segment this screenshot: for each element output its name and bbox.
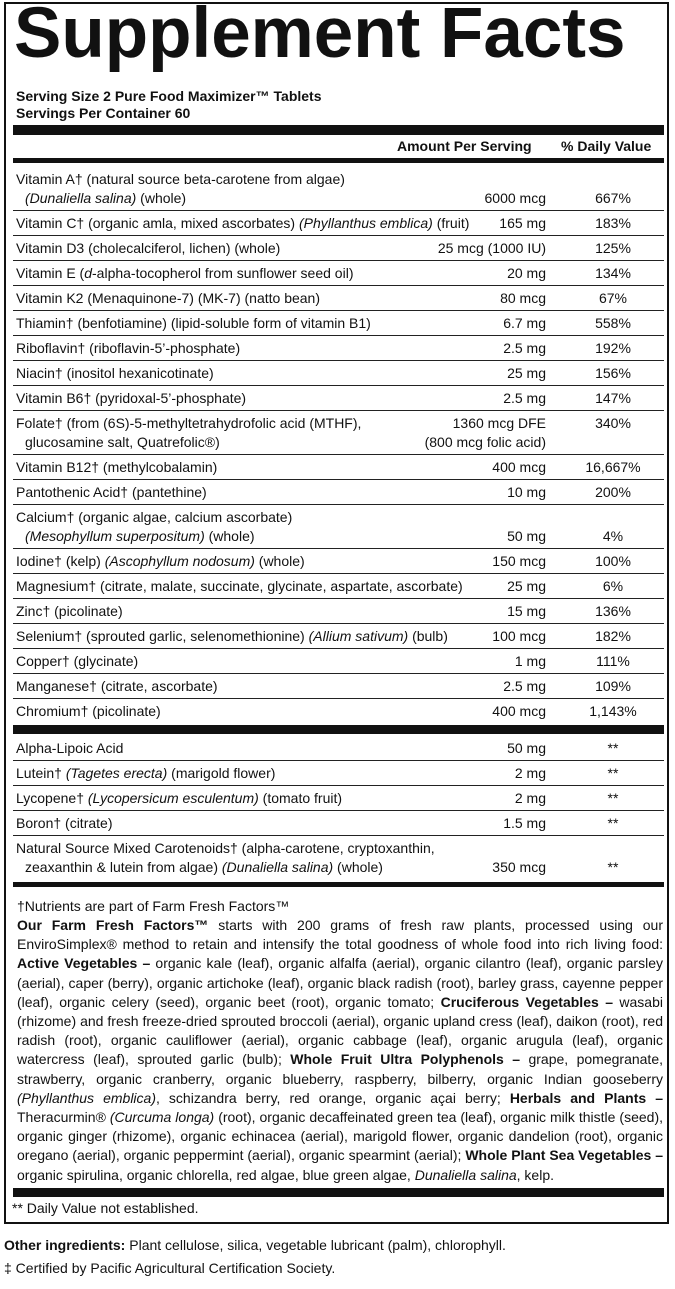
nutrient-amount: 100 mcg <box>492 628 546 644</box>
nutrient-amount: 80 mcg <box>500 290 546 306</box>
cruciferous-label: Cruciferous Vegetables – <box>440 993 613 1010</box>
nutrient-row <box>13 574 664 599</box>
bottom-divider <box>13 1188 664 1197</box>
nutrient-daily-value: ** <box>607 859 619 875</box>
nutrient-row <box>13 386 664 411</box>
nutrient-row <box>13 411 664 455</box>
nutrient-amount: 6.7 mg <box>503 315 546 331</box>
nutrient-name: Chromium† (picolinate) <box>16 703 161 719</box>
nutrient-amount: 10 mg <box>507 484 546 500</box>
nutrient-daily-value: 4% <box>602 528 624 544</box>
dagger-footnote: †Nutrients are part of Farm Fresh Factors™ <box>17 898 290 914</box>
nutrient-amount: 400 mcg <box>492 459 546 475</box>
serving-size: Serving Size 2 Pure Food Maximizer™ Tablets <box>16 88 322 104</box>
nutrient-amount: 25 mcg (1000 IU) <box>437 240 546 256</box>
nutrient-daily-value: 16,667% <box>585 459 641 475</box>
nutrient-name: Manganese† (citrate, ascorbate) <box>16 678 218 694</box>
nutrient-daily-value: 667% <box>595 190 631 206</box>
nutrient-daily-value: 134% <box>595 265 631 281</box>
nutrient-name: Vitamin B6† (pyridoxal-5’-phosphate) <box>16 390 247 406</box>
nutrient-daily-value: ** <box>607 815 619 831</box>
nutrient-daily-value: ** <box>607 790 619 806</box>
nutrient-name: Riboflavin† (riboflavin-5’-phosphate) <box>16 340 241 356</box>
nutrient-row <box>13 624 664 649</box>
nutrient-row <box>13 599 664 624</box>
nutrient-daily-value: ** <box>607 765 619 781</box>
nutrient-amount: 400 mcg <box>492 703 546 719</box>
nutrient-row <box>13 699 664 724</box>
nutrient-row <box>13 480 664 505</box>
daily-value-note: ** Daily Value not established. <box>12 1200 199 1216</box>
nutrient-name: Pantothenic Acid† (pantethine) <box>16 484 207 500</box>
section-divider <box>13 725 664 734</box>
sea-vegetables-label: Whole Plant Sea Vegetables – <box>465 1147 663 1164</box>
nutrient-row <box>13 167 664 211</box>
nutrient-daily-value: 6% <box>602 578 624 594</box>
nutrient-daily-value: 136% <box>595 603 631 619</box>
nutrient-amount: 1 mg <box>514 653 546 669</box>
nutrient-name: Vitamin C† (organic amla, mixed ascorbates) (Phyllanthus emblica) (fruit) <box>16 215 470 231</box>
nutrient-amount: 25 mg <box>507 578 546 594</box>
supplement-facts-panel <box>4 2 669 1224</box>
nutrient-name: Natural Source Mixed Carotenoids† (alpha-carotene, cryptoxanthin, zeaxanthin & lutein from algae) (Dunaliella salina) (whole) <box>16 840 435 875</box>
nutrient-row <box>13 361 664 386</box>
nutrient-name: Thiamin† (benfotiamine) (lipid-soluble form of vitamin B1) <box>16 315 371 331</box>
other-ingredients: Other ingredients: Plant cellulose, silica, vegetable lubricant (palm), chlorophyll. <box>4 1237 506 1253</box>
nutrient-amount: 350 mcg <box>492 859 546 875</box>
certified-note: ‡ Certified by Pacific Agricultural Certification Society. <box>4 1260 336 1276</box>
nutrient-amount: 15 mg <box>507 603 546 619</box>
header-amount: Amount Per Serving <box>397 138 532 154</box>
nutrient-daily-value: 67% <box>598 290 628 306</box>
nutrient-name: Niacin† (inositol hexanicotinate) <box>16 365 214 381</box>
nutrient-row <box>13 736 664 761</box>
nutrient-name: Copper† (glycinate) <box>16 653 139 669</box>
nutrient-amount: 2 mg <box>514 765 546 781</box>
nutrient-row <box>13 786 664 811</box>
nutrient-amount: 25 mg <box>507 365 546 381</box>
nutrient-amount: 2.5 mg <box>503 678 546 694</box>
nutrient-daily-value: 100% <box>595 553 631 569</box>
nutrient-name: Boron† (citrate) <box>16 815 113 831</box>
nutrient-amount: 20 mg <box>507 265 546 281</box>
nutrient-daily-value: 200% <box>595 484 631 500</box>
nutrient-row <box>13 549 664 574</box>
nutrient-daily-value: 340% <box>595 415 631 431</box>
nutrient-amount: 6000 mcg <box>484 190 546 206</box>
nutrient-amount: 150 mcg <box>492 553 546 569</box>
farm-lead: Our Farm Fresh Factors™ <box>17 917 209 933</box>
nutrient-daily-value: 125% <box>595 240 631 256</box>
nutrient-daily-value: ** <box>607 740 619 756</box>
nutrient-name: Folate† (from (6S)-5-methyltetrahydrofolic acid (MTHF), glucosamine salt, Quatrefolic®) <box>16 415 362 450</box>
nutrient-daily-value: 192% <box>595 340 631 356</box>
nutrient-name: Vitamin A† (natural source beta-carotene from algae) (Dunaliella salina) (whole) <box>16 171 345 206</box>
nutrient-name: Vitamin D3 (cholecalciferol, lichen) (whole) <box>16 240 281 256</box>
nutrient-row <box>13 286 664 311</box>
panel-title: Supplement Facts <box>14 0 626 73</box>
nutrient-name: Selenium† (sprouted garlic, selenomethionine) (Allium sativum) (bulb) <box>16 628 448 644</box>
nutrient-daily-value: 147% <box>595 390 631 406</box>
active-vegetables-label: Active Vegetables – <box>17 955 151 972</box>
nutrient-daily-value: 182% <box>595 628 631 644</box>
nutrient-name: Iodine† (kelp) (Ascophyllum nodosum) (whole) <box>16 553 305 569</box>
fruit-label: Whole Fruit Ultra Polyphenols – <box>290 1051 521 1068</box>
nutrient-row <box>13 236 664 261</box>
nutrient-row <box>13 836 664 880</box>
nutrient-row <box>13 261 664 286</box>
nutrient-row <box>13 336 664 361</box>
nutrient-amount: 2 mg <box>514 790 546 806</box>
nutrient-daily-value: 111% <box>596 653 630 669</box>
nutrient-name: Lutein† (Tagetes erecta) (marigold flower) <box>16 765 276 781</box>
nutrient-amount: 2.5 mg <box>503 390 546 406</box>
nutrient-daily-value: 183% <box>595 215 631 231</box>
nutrient-daily-value: 558% <box>595 315 631 331</box>
nutrient-name: Vitamin K2 (Menaquinone-7) (MK-7) (natto bean) <box>16 290 321 306</box>
nutrient-row <box>13 455 664 480</box>
nutrient-name: Lycopene† (Lycopersicum esculentum) (tomato fruit) <box>16 790 343 806</box>
nutrient-amount: 165 mg <box>499 215 546 231</box>
nutrient-amount: 50 mg <box>507 740 546 756</box>
nutrient-amount: 50 mg <box>507 528 546 544</box>
herbals-label: Herbals and Plants – <box>509 1089 663 1106</box>
nutrient-name: Zinc† (picolinate) <box>16 603 123 619</box>
nutrient-row <box>13 811 664 836</box>
nutrient-name: Vitamin E (d-alpha-tocopherol from sunflower seed oil) <box>16 265 354 281</box>
nutrient-row <box>13 674 664 699</box>
servings-per-container: Servings Per Container 60 <box>16 105 191 121</box>
nutrient-name: Alpha-Lipoic Acid <box>16 740 124 756</box>
footnote-divider <box>13 882 664 887</box>
nutrient-daily-value: 1,143% <box>589 703 637 719</box>
nutrient-amount: 1.5 mg <box>503 815 546 831</box>
header-daily-value: % Daily Value <box>561 138 652 154</box>
thick-divider <box>13 125 664 135</box>
farm-fresh-factors: Our Farm Fresh Factors™ starts with 200 grams of fresh raw plants, processed using our EnviroSimplex® method to retain and intensify the total goodness of whole food into rich living food: Active Vegetables – organic kale (leaf), organic alfalfa (aerial), organic cilantro (leaf), organic parsley (aerial), caper (berry), organic artichoke (leaf), organic black radish (root), barley grass, cayenne pepper (leaf), organic celery (seed), organic beet (root), organic tomato; Cruciferous Vegetables – wasabi (rhizome) and fresh freeze-dried sprouted broccoli (aerial), organic upland cress (leaf), daikon (root), red radish (root), organic cauliflower (aerial), organic cabbage (leaf), organic arugula (leaf), organic watercress (leaf), sprouted garlic (bulb); Whole Fruit Ultra Polyphenols – grape, pomegranate, strawberry, organic cranberry, organic blueberry, raspberry, bilberry, organic Indian gooseberry (Phyllanthus emblica), schizandra berry, red orange, organic açai berry; Herbals and Plants – Theracurmin® (Curcuma longa) (root), organic decaffeinated green tea (leaf), organic milk thistle (seed), organic ginger (rhizome), organic echinacea (aerial), marigold flower, organic dandelion (root), organic oregano (aerial), organic peppermint (aerial), organic spearmint (aerial); Whole Plant Sea Vegetables – organic spirulina, organic chlorella, red algae, blue green algae, Dunaliella salina, kelp. <box>17 917 663 1183</box>
nutrient-row <box>13 761 664 786</box>
header-divider <box>13 158 664 163</box>
nutrient-name: Vitamin B12† (methylcobalamin) <box>16 459 218 475</box>
nutrient-row <box>13 505 664 549</box>
nutrient-amount: 2.5 mg <box>503 340 546 356</box>
nutrient-name: Calcium† (organic algae, calcium ascorbate) (Mesophyllum superpositum) (whole) <box>16 509 293 544</box>
nutrient-daily-value: 109% <box>595 678 631 694</box>
nutrient-row <box>13 211 664 236</box>
nutrient-daily-value: 156% <box>595 365 631 381</box>
nutrient-amount: 1360 mcg DFE (800 mcg folic acid) <box>424 415 546 450</box>
nutrient-name: Magnesium† (citrate, malate, succinate, glycinate, aspartate, ascorbate) <box>16 578 463 594</box>
nutrient-row <box>13 649 664 674</box>
nutrient-row <box>13 311 664 336</box>
